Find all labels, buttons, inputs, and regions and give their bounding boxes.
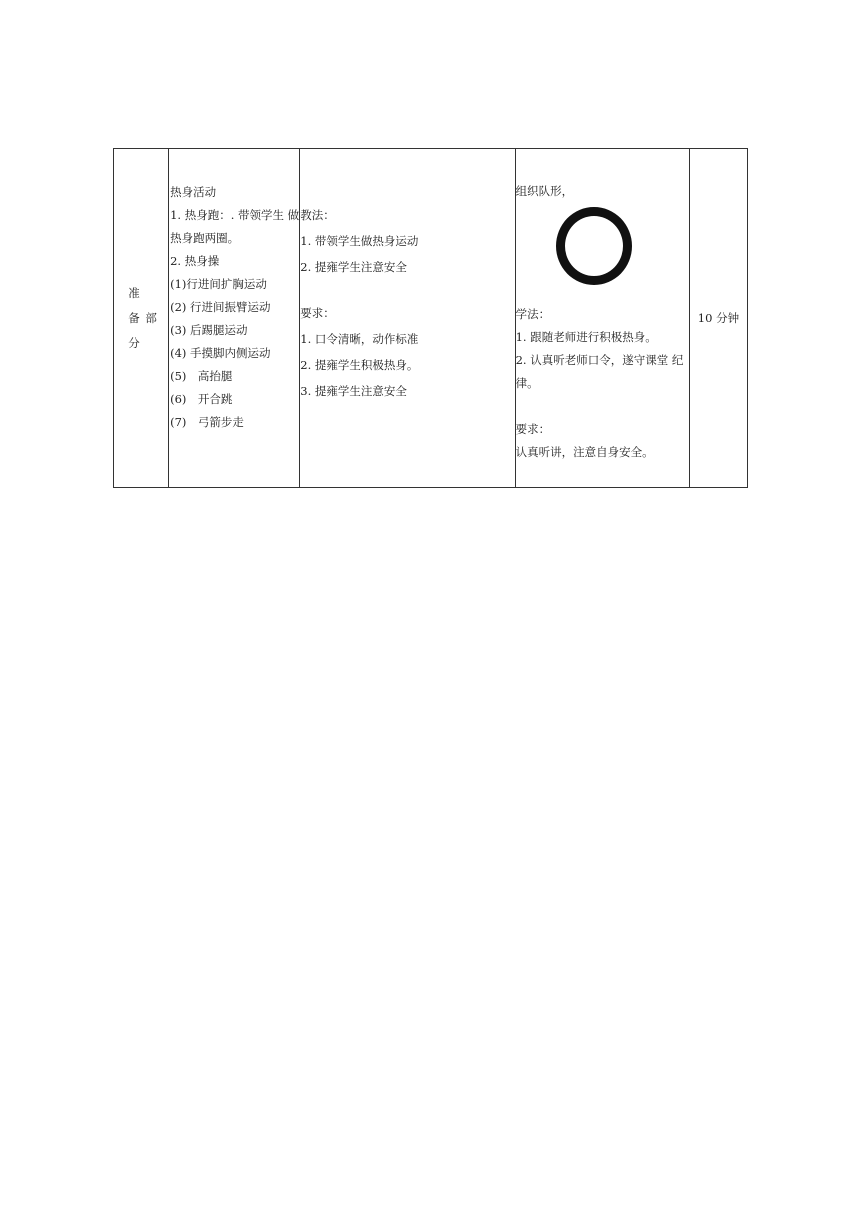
content-line: (7) 弓箭步走 xyxy=(170,414,244,429)
content-line: (1)行进间扩胸运动 xyxy=(170,276,267,291)
content-line: (2) 行进间振臂运动 xyxy=(170,299,271,314)
content-line: 2. 热身操 xyxy=(170,253,220,268)
study-method-item: 律。 xyxy=(515,376,539,390)
student-requirement-title: 要求： xyxy=(515,422,551,436)
spacer xyxy=(300,280,514,300)
student-requirement-text: 认真听讲，注意自身安全。 xyxy=(515,445,654,459)
content-line: 1. 热身跑：. 带领学生 做 xyxy=(170,207,300,222)
content-line: (5) 高抬腿 xyxy=(170,368,233,383)
part-label-line: 备 部 xyxy=(128,310,158,325)
content-line: (6) 开合跳 xyxy=(170,391,233,406)
organization-cell xyxy=(515,149,689,488)
teaching-requirement-title: 要求： xyxy=(300,306,335,320)
teaching-requirement-item: 1. 口令清晰，动作标准 xyxy=(300,332,419,346)
teaching-requirement-item: 2. 提雍学生积极热身。 xyxy=(300,358,419,372)
duration-label: 10 分钟 xyxy=(697,310,740,325)
study-method-title: 学法： xyxy=(515,307,551,321)
teaching-cell xyxy=(300,149,515,488)
study-method-item: 2. 认真听老师口令，遂守课堂 纪 xyxy=(515,353,684,367)
part-label-line: 准 xyxy=(128,285,141,300)
lesson-plan-table xyxy=(113,148,748,488)
content-line: 热身活动 xyxy=(170,184,217,199)
content-line: (4) 手摸脚内侧运动 xyxy=(170,345,271,360)
teaching-method-item: 2. 提雍学生注意安全 xyxy=(300,260,407,274)
circle-formation-icon xyxy=(556,207,632,285)
content-cell xyxy=(169,149,300,488)
time-cell xyxy=(689,149,747,488)
part-label-line: 分 xyxy=(128,335,141,350)
spacer xyxy=(516,395,689,418)
teaching-requirement-item: 3. 提雍学生注意安全 xyxy=(300,384,407,398)
study-method-item: 1. 跟随老师进行积极热身。 xyxy=(515,330,657,344)
content-line: 热身跑两圈。 xyxy=(170,230,240,245)
teaching-method-title: 教法： xyxy=(300,208,335,222)
organization-title: 组织队形， xyxy=(515,184,574,198)
teaching-list xyxy=(300,202,514,404)
warmup-row xyxy=(114,149,748,488)
part-label xyxy=(124,281,158,356)
content-list xyxy=(170,181,299,434)
teaching-method-item: 1. 带领学生做热身运动 xyxy=(300,234,419,248)
part-cell xyxy=(114,149,169,488)
content-line: (3) 后踢腿运动 xyxy=(170,322,248,337)
